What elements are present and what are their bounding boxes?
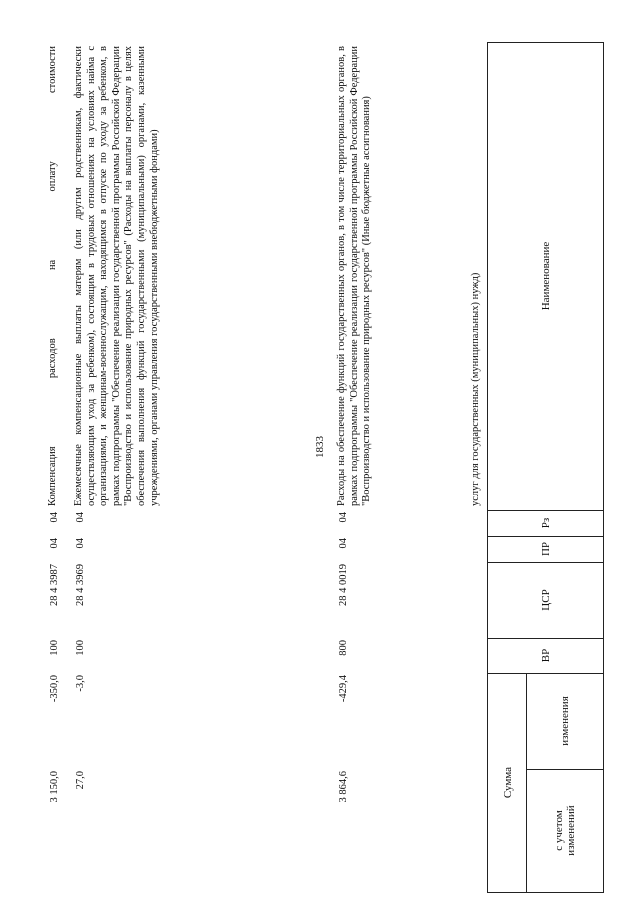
row-2-pr: 04 [338,538,349,549]
rotated-table [33,42,604,893]
row-3-with-changes: 27,0 [75,771,86,790]
row-3-csr: 28 4 3969 [75,564,86,606]
row-4-pr: 04 [49,538,60,549]
row-4-with-changes: 3 150,0 [49,771,60,803]
row-4-name: Компенсация расходов на оплату стоимости [47,46,58,506]
row-4-rz: 04 [49,512,60,523]
header-rz: Рз [539,517,552,529]
row-3-rz: 04 [75,512,86,523]
row-2-vr: 800 [338,640,349,656]
row-3-changes: -3,0 [75,675,86,692]
row-4-csr: 28 4 3987 [49,564,60,606]
row-2-rz: 04 [338,512,349,523]
row-2-changes: -429,4 [338,675,349,703]
header-name: Наименование [539,241,552,311]
row-3-name: Ежемесячные компенсационные выплаты матерям (или другим родственникам, фактически осуществляющим уход за ребенком), состоящим в трудовых отношениях на условиях найма с организациями, и женщинам-военнослужащим, находящимся в отпуске по уходу за ребенком, в рамках подпрограммы "Обеспечение реализации государственной программы Российской Федерации "Воспроизводство и использование природных ресурсов" (Расходы на выплаты персоналу в целях обеспечения выполнения функций государственными (муниципальными) органами, казенными учреждениями, органами управления государственными внебюджетными фондами) [73,46,160,506]
row-3-vr: 100 [75,640,86,656]
row-2-name: Расходы на обеспечение функций государственных органов, в том числе территориальных органов, в рамках подпрограммы "Обеспечение реализации государственной программы Российской Федерации "Воспроизводство и использование природных ресурсов" (Иные бюджетные ассигнования) [336,46,373,506]
header-pr: ПР [539,541,552,557]
page-number: 1833 [314,436,326,458]
header-vr: ВР [539,648,552,663]
header-changes: изменения [559,696,571,746]
table-right-border [487,892,603,893]
row-2-with-changes: 3 864,6 [338,771,349,803]
row-2-csr: 28 4 0019 [338,564,349,606]
row-1-name: услуг для государственных (муниципальных) нужд) [470,272,481,506]
header-with-changes: с учетом изменений [553,805,577,856]
row-4-changes: -350,0 [49,675,60,703]
row-3-pr: 04 [75,538,86,549]
header-sum: Сумма [501,766,514,799]
header-csr: ЦСР [539,589,552,611]
row-4-vr: 100 [49,640,60,656]
table-header [488,42,604,893]
